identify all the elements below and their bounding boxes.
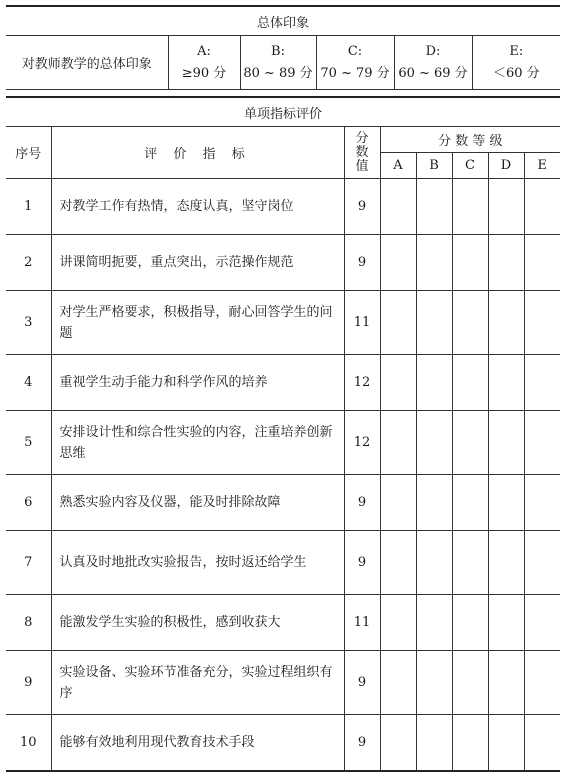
- grade-cell-b[interactable]: [416, 531, 452, 595]
- option-range: ≥90 分: [181, 65, 227, 81]
- header-grade-c: C: [452, 153, 488, 179]
- grade-cell-d[interactable]: [488, 715, 524, 772]
- overall-impression-table: [6, 5, 560, 90]
- grade-cell-b[interactable]: [416, 179, 452, 235]
- grade-cell-d[interactable]: [488, 179, 524, 235]
- grade-cell-c[interactable]: [452, 235, 488, 291]
- grade-cell-e[interactable]: [524, 651, 560, 715]
- grade-cell-b[interactable]: [416, 715, 452, 772]
- table-row: [6, 531, 560, 595]
- option-grade: A:: [197, 43, 211, 59]
- grade-cell-b[interactable]: [416, 355, 452, 411]
- grade-cell-e[interactable]: [524, 531, 560, 595]
- grade-cell-d[interactable]: [488, 531, 524, 595]
- grade-cell-b[interactable]: [416, 595, 452, 651]
- row-index: 6: [6, 475, 51, 531]
- row-score: 12: [344, 411, 380, 475]
- option-grade: E:: [509, 43, 524, 59]
- row-criteria: 对学生严格要求，积极指导，耐心回答学生的问题: [51, 291, 344, 355]
- header-grade-group: 分 数 等 级: [380, 127, 560, 153]
- grade-cell-e[interactable]: [524, 715, 560, 772]
- grade-cell-b[interactable]: [416, 291, 452, 355]
- header-grade-e: E: [524, 153, 560, 179]
- table-row: [6, 291, 560, 355]
- grade-cell-c[interactable]: [452, 411, 488, 475]
- table-row: [6, 235, 560, 291]
- header-grade-d: D: [488, 153, 524, 179]
- grade-cell-a[interactable]: [380, 291, 416, 355]
- row-criteria: 熟悉实验内容及仪器，能及时排除故障: [51, 475, 344, 531]
- grade-cell-d[interactable]: [488, 651, 524, 715]
- grade-cell-c[interactable]: [452, 531, 488, 595]
- grade-cell-a[interactable]: [380, 595, 416, 651]
- grade-cell-d[interactable]: [488, 291, 524, 355]
- grade-cell-b[interactable]: [416, 475, 452, 531]
- row-score: 9: [344, 235, 380, 291]
- evaluation-form: [0, 5, 565, 750]
- overall-option-d[interactable]: [394, 36, 472, 90]
- table-row: [6, 411, 560, 475]
- grade-cell-e[interactable]: [524, 595, 560, 651]
- header-grade-b: B: [416, 153, 452, 179]
- grade-cell-a[interactable]: [380, 715, 416, 772]
- overall-title: 总体印象: [6, 6, 560, 36]
- option-range: 80 ~ 89 分: [243, 65, 313, 81]
- grade-cell-c[interactable]: [452, 355, 488, 411]
- grade-cell-c[interactable]: [452, 651, 488, 715]
- header-criteria: 评 价 指 标: [51, 127, 344, 179]
- row-score: 11: [344, 291, 380, 355]
- row-index: 9: [6, 651, 51, 715]
- option-range: 60 ~ 69 分: [398, 65, 468, 81]
- row-criteria: 能够有效地利用现代教育技术手段: [51, 715, 344, 772]
- row-index: 4: [6, 355, 51, 411]
- row-score: 9: [344, 531, 380, 595]
- grade-cell-e[interactable]: [524, 235, 560, 291]
- header-score: [344, 127, 380, 179]
- grade-cell-a[interactable]: [380, 355, 416, 411]
- overall-option-b[interactable]: [240, 36, 316, 90]
- overall-option-a[interactable]: [168, 36, 240, 90]
- grade-cell-d[interactable]: [488, 235, 524, 291]
- row-score: 9: [344, 475, 380, 531]
- option-range: ＜60 分: [492, 65, 540, 81]
- row-criteria: 能激发学生实验的积极性，感到收获大: [51, 595, 344, 651]
- row-criteria: 认真及时地批改实验报告，按时返还给学生: [51, 531, 344, 595]
- grade-cell-c[interactable]: [452, 595, 488, 651]
- single-title: 单项指标评价: [6, 97, 560, 127]
- row-criteria: 对教学工作有热情，态度认真，坚守岗位: [51, 179, 344, 235]
- grade-cell-c[interactable]: [452, 715, 488, 772]
- row-index: 10: [6, 715, 51, 772]
- table-row: [6, 355, 560, 411]
- table-row: [6, 715, 560, 772]
- row-index: 3: [6, 291, 51, 355]
- grade-cell-b[interactable]: [416, 651, 452, 715]
- row-index: 2: [6, 235, 51, 291]
- grade-cell-a[interactable]: [380, 235, 416, 291]
- grade-cell-c[interactable]: [452, 179, 488, 235]
- table-row: [6, 475, 560, 531]
- grade-cell-c[interactable]: [452, 475, 488, 531]
- row-criteria: 讲课简明扼要，重点突出，示范操作规范: [51, 235, 344, 291]
- overall-option-e[interactable]: [472, 36, 560, 90]
- row-index: 1: [6, 179, 51, 235]
- grade-cell-e[interactable]: [524, 179, 560, 235]
- table-row: [6, 595, 560, 651]
- grade-cell-e[interactable]: [524, 475, 560, 531]
- table-row: [6, 651, 560, 715]
- row-criteria: 重视学生动手能力和科学作风的培养: [51, 355, 344, 411]
- grade-cell-e[interactable]: [524, 411, 560, 475]
- row-criteria: 实验设备、实验环节准备充分，实验过程组织有序: [51, 651, 344, 715]
- single-criteria-table: [6, 96, 560, 772]
- grade-cell-a[interactable]: [380, 411, 416, 475]
- grade-cell-d[interactable]: [488, 475, 524, 531]
- overall-label: 对教师教学的总体印象: [6, 36, 168, 90]
- row-score: 9: [344, 179, 380, 235]
- option-grade: D:: [425, 43, 441, 59]
- header-index: 序号: [6, 127, 51, 179]
- row-score: 11: [344, 595, 380, 651]
- grade-cell-e[interactable]: [524, 291, 560, 355]
- header-score-text: 分数值: [355, 130, 369, 174]
- grade-cell-a[interactable]: [380, 651, 416, 715]
- option-range: 70 ~ 79 分: [320, 65, 390, 81]
- grade-cell-d[interactable]: [488, 355, 524, 411]
- table-row: [6, 179, 560, 235]
- option-grade: C:: [347, 43, 363, 59]
- grade-cell-a[interactable]: [380, 179, 416, 235]
- grade-cell-a[interactable]: [380, 531, 416, 595]
- row-score: 12: [344, 355, 380, 411]
- option-grade: B:: [271, 43, 285, 59]
- grade-cell-d[interactable]: [488, 411, 524, 475]
- grade-cell-d[interactable]: [488, 595, 524, 651]
- row-score: 9: [344, 715, 380, 772]
- grade-cell-e[interactable]: [524, 355, 560, 411]
- grade-cell-b[interactable]: [416, 235, 452, 291]
- row-criteria: 安排设计性和综合性实验的内容，注重培养创新思维: [51, 411, 344, 475]
- grade-cell-c[interactable]: [452, 291, 488, 355]
- row-index: 7: [6, 531, 51, 595]
- overall-option-c[interactable]: [316, 36, 394, 90]
- grade-cell-b[interactable]: [416, 411, 452, 475]
- row-index: 5: [6, 411, 51, 475]
- grade-cell-a[interactable]: [380, 475, 416, 531]
- row-index: 8: [6, 595, 51, 651]
- header-grade-a: A: [380, 153, 416, 179]
- row-score: 9: [344, 651, 380, 715]
